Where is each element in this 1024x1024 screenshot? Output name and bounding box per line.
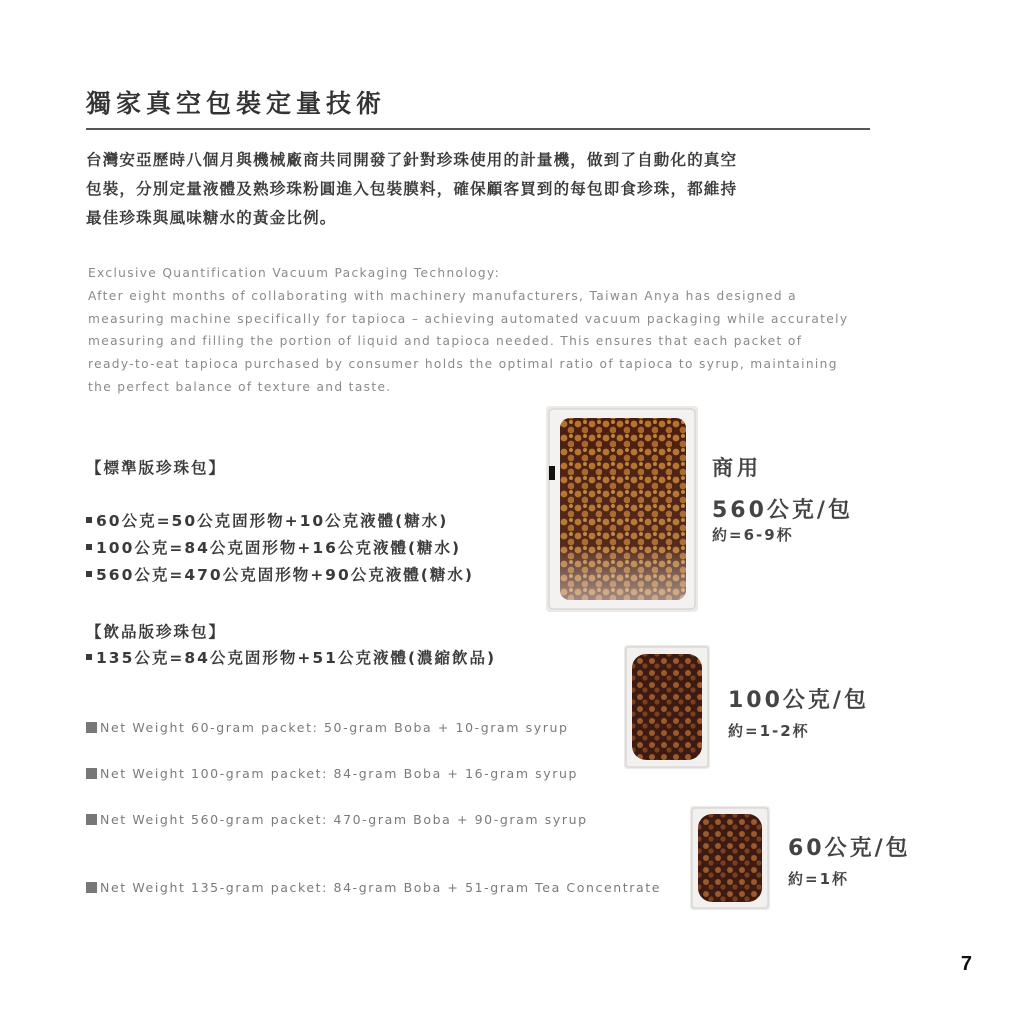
standard-list [86, 508, 474, 589]
bullet-icon [86, 571, 92, 577]
square-bullet-icon [86, 882, 97, 893]
bullet-icon [86, 654, 92, 660]
title-divider [86, 128, 870, 130]
english-paragraph [88, 262, 908, 399]
pack-60g-image [690, 806, 770, 910]
intro-line: 台灣安亞歷時八個月與機械廠商共同開發了針對珍珠使用的計量機，做到了自動化的真空 [86, 151, 738, 169]
list-item: 100公克=84公克固形物+16公克液體(糖水) [86, 535, 474, 562]
net-weight-line: Net Weight 135-gram packet: 84-gram Boba + 51-gram Tea Concentrate [86, 880, 661, 895]
net-weight-line: Net Weight 560-gram packet: 470-gram Boba + 90-gram syrup [86, 812, 588, 827]
standard-heading: 【標準版珍珠包】 [86, 459, 227, 477]
english-line: ready-to-eat tapioca purchased by consumer holds the optimal ratio of tapioca to syrup, maintaining [88, 357, 838, 372]
intro-line: 最佳珍珠與風味糖水的黃金比例。 [86, 209, 337, 227]
page-title: 獨家真空包裝定量技術 [86, 89, 387, 118]
bullet-icon [86, 517, 92, 523]
drink-heading: 【飲品版珍珠包】 [86, 623, 227, 641]
pack-category-label: 商用 [712, 456, 762, 480]
pack-cups-label: 約=1-2杯 [728, 722, 810, 740]
intro-paragraph [86, 146, 892, 233]
square-bullet-icon [86, 722, 97, 733]
intro-line: 包裝，分別定量液體及熟珍珠粉圓進入包裝膜料，確保顧客買到的每包即食珍珠，都維持 [86, 180, 738, 198]
pack-560g-image [546, 406, 698, 612]
english-line: measuring and filling the portion of liquid and tapioca needed. This ensures that each packet of [88, 334, 803, 349]
square-bullet-icon [86, 768, 97, 779]
pack-size-label: 100公克/包 [728, 688, 869, 713]
list-item: 60公克=50公克固形物+10公克液體(糖水) [86, 508, 474, 535]
net-weight-line: Net Weight 100-gram packet: 84-gram Boba + 16-gram syrup [86, 766, 578, 781]
bullet-icon [86, 544, 92, 550]
pack-size-label: 560公克/包 [712, 498, 853, 523]
list-item: 560公克=470公克固形物+90公克液體(糖水) [86, 562, 474, 589]
square-bullet-icon [86, 814, 97, 825]
english-line: measuring machine specifically for tapioca – achieving automated vacuum packaging while accurately [88, 311, 849, 326]
english-line: After eight months of collaborating with machinery manufacturers, Taiwan Anya has designed a [88, 288, 797, 303]
pack-cups-label: 約=1杯 [788, 870, 850, 888]
pack-100g-image [624, 645, 710, 769]
english-line: the perfect balance of texture and taste. [88, 379, 392, 394]
pack-size-label: 60公克/包 [788, 836, 911, 861]
english-line: Exclusive Quantification Vacuum Packaging Technology: [88, 266, 501, 280]
list-item: 135公克=84公克固形物+51公克液體(濃縮飲品) [86, 645, 496, 672]
drink-list [86, 645, 496, 672]
net-weight-line: Net Weight 60-gram packet: 50-gram Boba + 10-gram syrup [86, 720, 569, 735]
pack-cups-label: 約=6-9杯 [712, 526, 794, 544]
page-number: 7 [960, 953, 972, 975]
